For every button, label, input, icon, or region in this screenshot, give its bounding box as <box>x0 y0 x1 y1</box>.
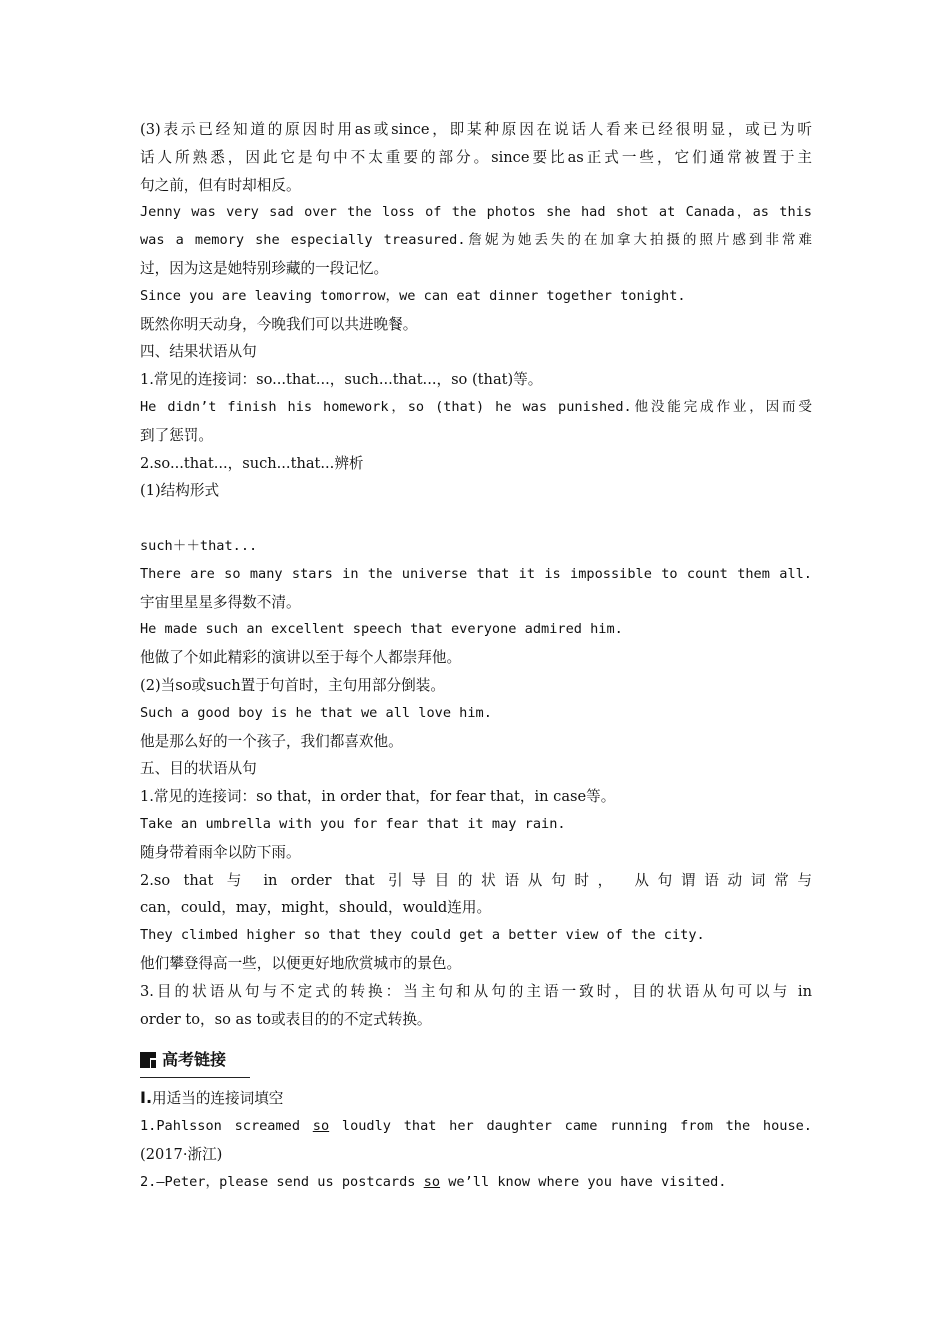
blank-gap <box>140 505 812 533</box>
section-heading: 四、结果状语从句 <box>140 343 257 361</box>
example-sentence: Since you are leaving tomorrow，we can eat dinner together tonight. <box>140 287 686 304</box>
example-translation: 他是那么好的一个孩子，我们都喜欢他。 <box>140 732 403 750</box>
exercise-heading <box>140 1084 812 1113</box>
paragraph-line: 2.so that 与 in order that 引导目的状语从句时， 从句谓语动词常与 <box>140 871 812 889</box>
example-sentence: was a memory she especially treasured.詹妮为她丢失的在加拿大拍摄的照片感到非常难 <box>140 232 812 249</box>
example-translation: 随身带着雨伞以防下雨。 <box>140 843 301 861</box>
example-sentence: Such a good boy is he that we all love him. <box>140 704 492 721</box>
paragraph-line: 1.常见的连接词：so that，in order that，for fear that，in case等。 <box>140 788 616 806</box>
paragraph-line: (3)表示已经知道的原因时用as或since，即某种原因在说话人看来已经很明显，或已为听 <box>140 121 812 138</box>
example-translation: 他做了个如此精彩的演讲以至于每个人都崇拜他。 <box>140 649 462 667</box>
paragraph-line: 句之前，但有时却相反。 <box>140 176 301 194</box>
question-text: 2.—Peter，please send us postcards <box>140 1173 424 1190</box>
paragraph-line: can，could，may，might，should，would连用。 <box>140 899 492 917</box>
exercise-title: 用适当的连接词填空 <box>152 1090 284 1108</box>
example-sentence: He made such an excellent speech that everyone admired him. <box>140 621 623 638</box>
question-1 <box>140 1113 812 1141</box>
section-heading: 五、目的状语从句 <box>140 760 257 778</box>
question-text: 1.Pahlsson screamed <box>140 1118 313 1135</box>
subheading: (1)结构形式 <box>140 482 220 500</box>
question-text: loudly that her daughter came running from the house. <box>329 1118 812 1135</box>
paragraph-line: order to，so as to或表目的的不定式转换。 <box>140 1010 432 1028</box>
example-sentence: They climbed higher so that they could get a better view of the city. <box>140 927 705 944</box>
question-2 <box>140 1169 812 1197</box>
answer-blank: so <box>312 1118 330 1135</box>
example-translation: 到了惩罚。 <box>140 426 213 444</box>
answer-blank: so <box>423 1173 441 1190</box>
example-translation: 宇宙里星星多得数不清。 <box>140 593 301 611</box>
example-translation: 过，因为这是她特别珍藏的一段记忆。 <box>140 259 389 277</box>
document-body <box>140 116 812 1196</box>
gaokao-title: 高考链接 <box>162 1050 227 1070</box>
subheading: (2)当so或such置于句首时，主句用部分倒装。 <box>140 676 445 694</box>
structure-formula: such＋＋that... <box>140 537 258 554</box>
example-sentence: There are so many stars in the universe that it is impossible to count them all. <box>140 565 812 582</box>
example-sentence: Jenny was very sad over the loss of the photos she had shot at Canada，as this <box>140 204 812 221</box>
paragraph-line: 话人所熟悉，因此它是句中不太重要的部分。since要比as正式一些，它们通常被置于主 <box>140 148 812 166</box>
gaokao-header <box>140 1045 250 1078</box>
paragraph-line: 3.目的状语从句与不定式的转换：当主句和从句的主语一致时，目的状语从句可以与 in <box>140 982 812 1000</box>
example-translation: 既然你明天动身，今晚我们可以共进晚餐。 <box>140 315 418 333</box>
paragraph-line: 1.常见的连接词：so...that...，such...that...，so (that)等。 <box>140 371 543 389</box>
paragraph-line: 2.so...that...，such...that...辨析 <box>140 454 364 472</box>
question-source: (2017·浙江) <box>140 1145 223 1163</box>
exercise-number: Ⅰ. <box>140 1088 153 1108</box>
example-sentence: He didn’t finish his homework，so (that) he was punished.他没能完成作业，因而受 <box>140 398 812 415</box>
question-text: we’ll know where you have visited. <box>440 1173 727 1190</box>
section-marker-icon <box>140 1052 156 1068</box>
example-sentence: Take an umbrella with you for fear that it may rain. <box>140 815 566 832</box>
example-translation: 他们攀登得高一些，以便更好地欣赏城市的景色。 <box>140 954 462 972</box>
